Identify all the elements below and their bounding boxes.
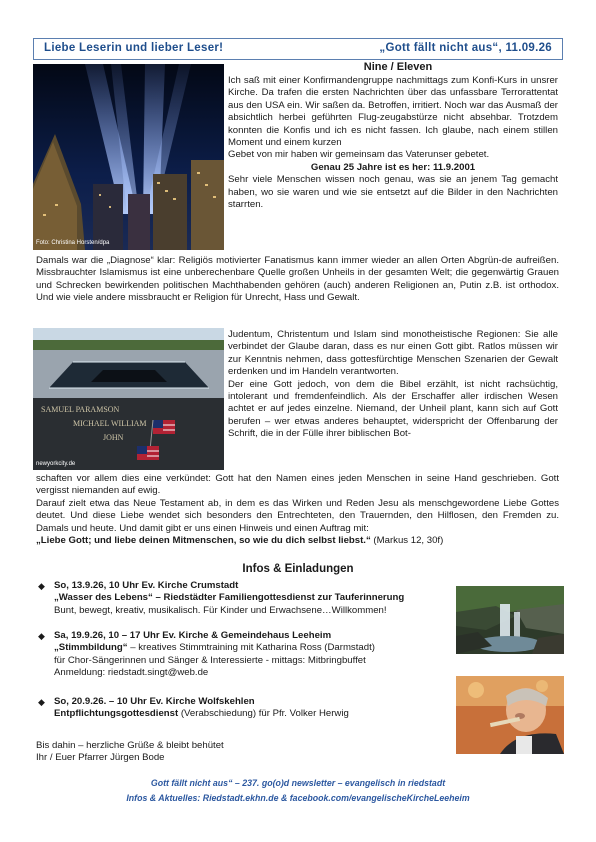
event-title: „Stimmbildung“: [54, 642, 128, 654]
event-item: [38, 696, 454, 721]
event-description: für Chor-Sängerinnen und Sänger & Interessierte - mittags: Mitbringbuffet: [54, 654, 366, 666]
article-title: Nine / Eleven: [363, 61, 433, 73]
waterfall-photo: [456, 586, 564, 654]
paragraph-1: Ich saß mit einer Konfirmandengruppe nachmittags zum Konfi-Kurs in unsrer Kirche. Da trafen die ersten Nachrichten über das unfassbare Terrorattentat aus den USA ein. Wir saßen da. Betroffen, irritiert. Noch war das Ausmaß der absichtlich herbei geführten Flug-zeugabstürze nicht absehbar. Trotzdem konnten die Konfis und ich es nicht fassen. Ich glaube, nach einem stillen Moment und einem kurzen: [228, 75, 558, 149]
paragraph-8: Darauf zielt etwa das Neue Testament ab, in dem es das Wirken und Reden Jesu als menschgewordene Liebe Gottes deutet. Und diese Liebe wendet sich besonders den Entrechteten, den Trauernden, den Hilflosen, den Fremden zu. Damals und heute. Und damit gibt er uns einen Hinweis und einen Auftrag mit:: [36, 497, 559, 534]
paragraph-3: Sehr viele Menschen wissen noch genau, was sie an jenem Tag gemacht haben, wo sie waren und wie sie entsetzt auf die Bilder in den Nachrichten starrten.: [228, 174, 558, 211]
tribute-in-light-photo: [33, 64, 224, 250]
photo1-credit: Foto: Christina Horsten/dpa: [36, 240, 110, 246]
paragraph-7: schaften vor allem dies eine verkündet: Gott hat den Namen eines jeden Menschen in seine Hand geschrieben. Gott vergisst niemanden auf ewig.: [36, 473, 559, 497]
religion-text: [228, 329, 558, 441]
svg-text:SAMUEL PARAMSON: SAMUEL PARAMSON: [41, 405, 120, 414]
greeting: Liebe Leserin und lieber Leser!: [44, 42, 224, 54]
closing-greeting: Bis dahin – herzliche Grüße & bleibt behütet: [36, 740, 224, 751]
issue-title: „Gott fällt nicht aus“, 11.09.26: [379, 42, 552, 54]
singer-photo: [456, 676, 564, 754]
svg-text:MICHAEL WILLIAM: MICHAEL WILLIAM: [73, 419, 147, 428]
event-title-line: [54, 708, 454, 720]
subheading: Genau 25 Jahre ist es her: 11.9.2001: [310, 161, 476, 173]
intro-text: [228, 75, 558, 211]
diamond-bullet-icon: ◆: [38, 697, 45, 707]
event-registration: Anmeldung: riedstadt.singt@web.de: [54, 667, 209, 679]
paragraph-2: Gebet von mir haben wir gemeinsam das Vaterunser gebetet.: [228, 149, 490, 161]
event-subtitle: (Verabschiedung) für Pfr. Volker Herwig: [178, 708, 349, 720]
event-title: Entpflichtungsgottesdienst: [54, 708, 179, 720]
paragraph-4: Damals war die „Diagnose“ klar: Religiös motivierter Fanatismus kann immer wieder an allen Orten Abgrün-de aufreißen. Missbrauchter Islamismus ist eine unberechenbare Quelle großen Unheils in der gesamten Welt; die gegenwärtig Grauen und Schrecken bewirkenden politischen Machthabenden gehören (auch) anderen Religionen an, Putin z.B. ist orthodox. Und wie viele andere missbraucht er Religion für Unrecht, Hass und Gewalt.: [36, 255, 559, 304]
closing-signature: Ihr / Euer Pfarrer Jürgen Bode: [36, 752, 165, 764]
diagnosis-text: [36, 255, 559, 305]
event-description: Bunt, bewegt, kreativ, musikalisch. Für Kinder und Erwachsene…Willkommen!: [54, 604, 387, 616]
event-title: „Wasser des Lebens“ – Riedstädter Familiengottesdienst zur Tauferinnerung: [54, 592, 405, 604]
infos-heading: Infos & Einladungen: [242, 563, 354, 575]
event-subtitle: – kreatives Stimmtraining mit Katharina Ross (Darmstadt): [127, 642, 375, 654]
diamond-bullet-icon: ◆: [38, 631, 45, 641]
closing-text: [36, 740, 336, 765]
svg-text:JOHN: JOHN: [103, 433, 124, 442]
photo2-credit: newyorkcity.de: [36, 461, 76, 467]
footer-line-1: Gott fällt nicht aus“ – 237. go(o)d newsletter – evangelisch in riedstadt: [150, 778, 446, 788]
footer-line-2: Infos & Aktuelles: Riedstadt.ekhn.de & facebook.com/evangelischeKircheLeeheim: [126, 793, 470, 803]
event-date: So, 20.9.26. – 10 Uhr Ev. Kirche Wolfskehlen: [54, 696, 255, 707]
event-title-line: [54, 642, 454, 654]
event-date: Sa, 19.9.26, 10 – 17 Uhr Ev. Kirche & Gemeindehaus Leeheim: [54, 630, 332, 641]
event-item: [38, 580, 454, 617]
event-item: [38, 630, 454, 680]
event-date: So, 13.9.26, 10 Uhr Ev. Kirche Crumstadt: [54, 580, 239, 591]
message-text: [36, 473, 559, 547]
paragraph-6: Der eine Gott jedoch, von dem die Bibel erzählt, ist nicht rachsüchtig, intolerant und fremdenfeindlich. Als der Erschaffer aller irdischen Wesen achtet er auf jedes einzelne. Niemand, der Unheil plant, kann sich auf Gott berufen – wer etwas anderes behauptet, widerspricht der Offenbarung der Schrift, die in der Fülle ihrer biblischen Bot-: [228, 378, 558, 440]
bible-quote: [36, 535, 559, 547]
header-bar: [33, 38, 563, 60]
diamond-bullet-icon: ◆: [38, 581, 45, 591]
memorial-pool-photo: [33, 328, 224, 470]
paragraph-5: Judentum, Christentum und Islam sind monotheistische Regionen: Sie alle verbindet der Glaube daran, dass es nur einen Gott gibt. Ratlos müssen wir zur Kenntnis nehmen, dass gottesfürchtige Menschen Szenarien der Gewalt erdenken und im Handeln verantworten.: [228, 329, 558, 378]
quote-text: „Liebe Gott; und liebe deinen Mitmenschen, so wie du dich selbst liebst.“: [36, 535, 371, 547]
quote-reference: (Markus 12, 30f): [370, 535, 444, 547]
